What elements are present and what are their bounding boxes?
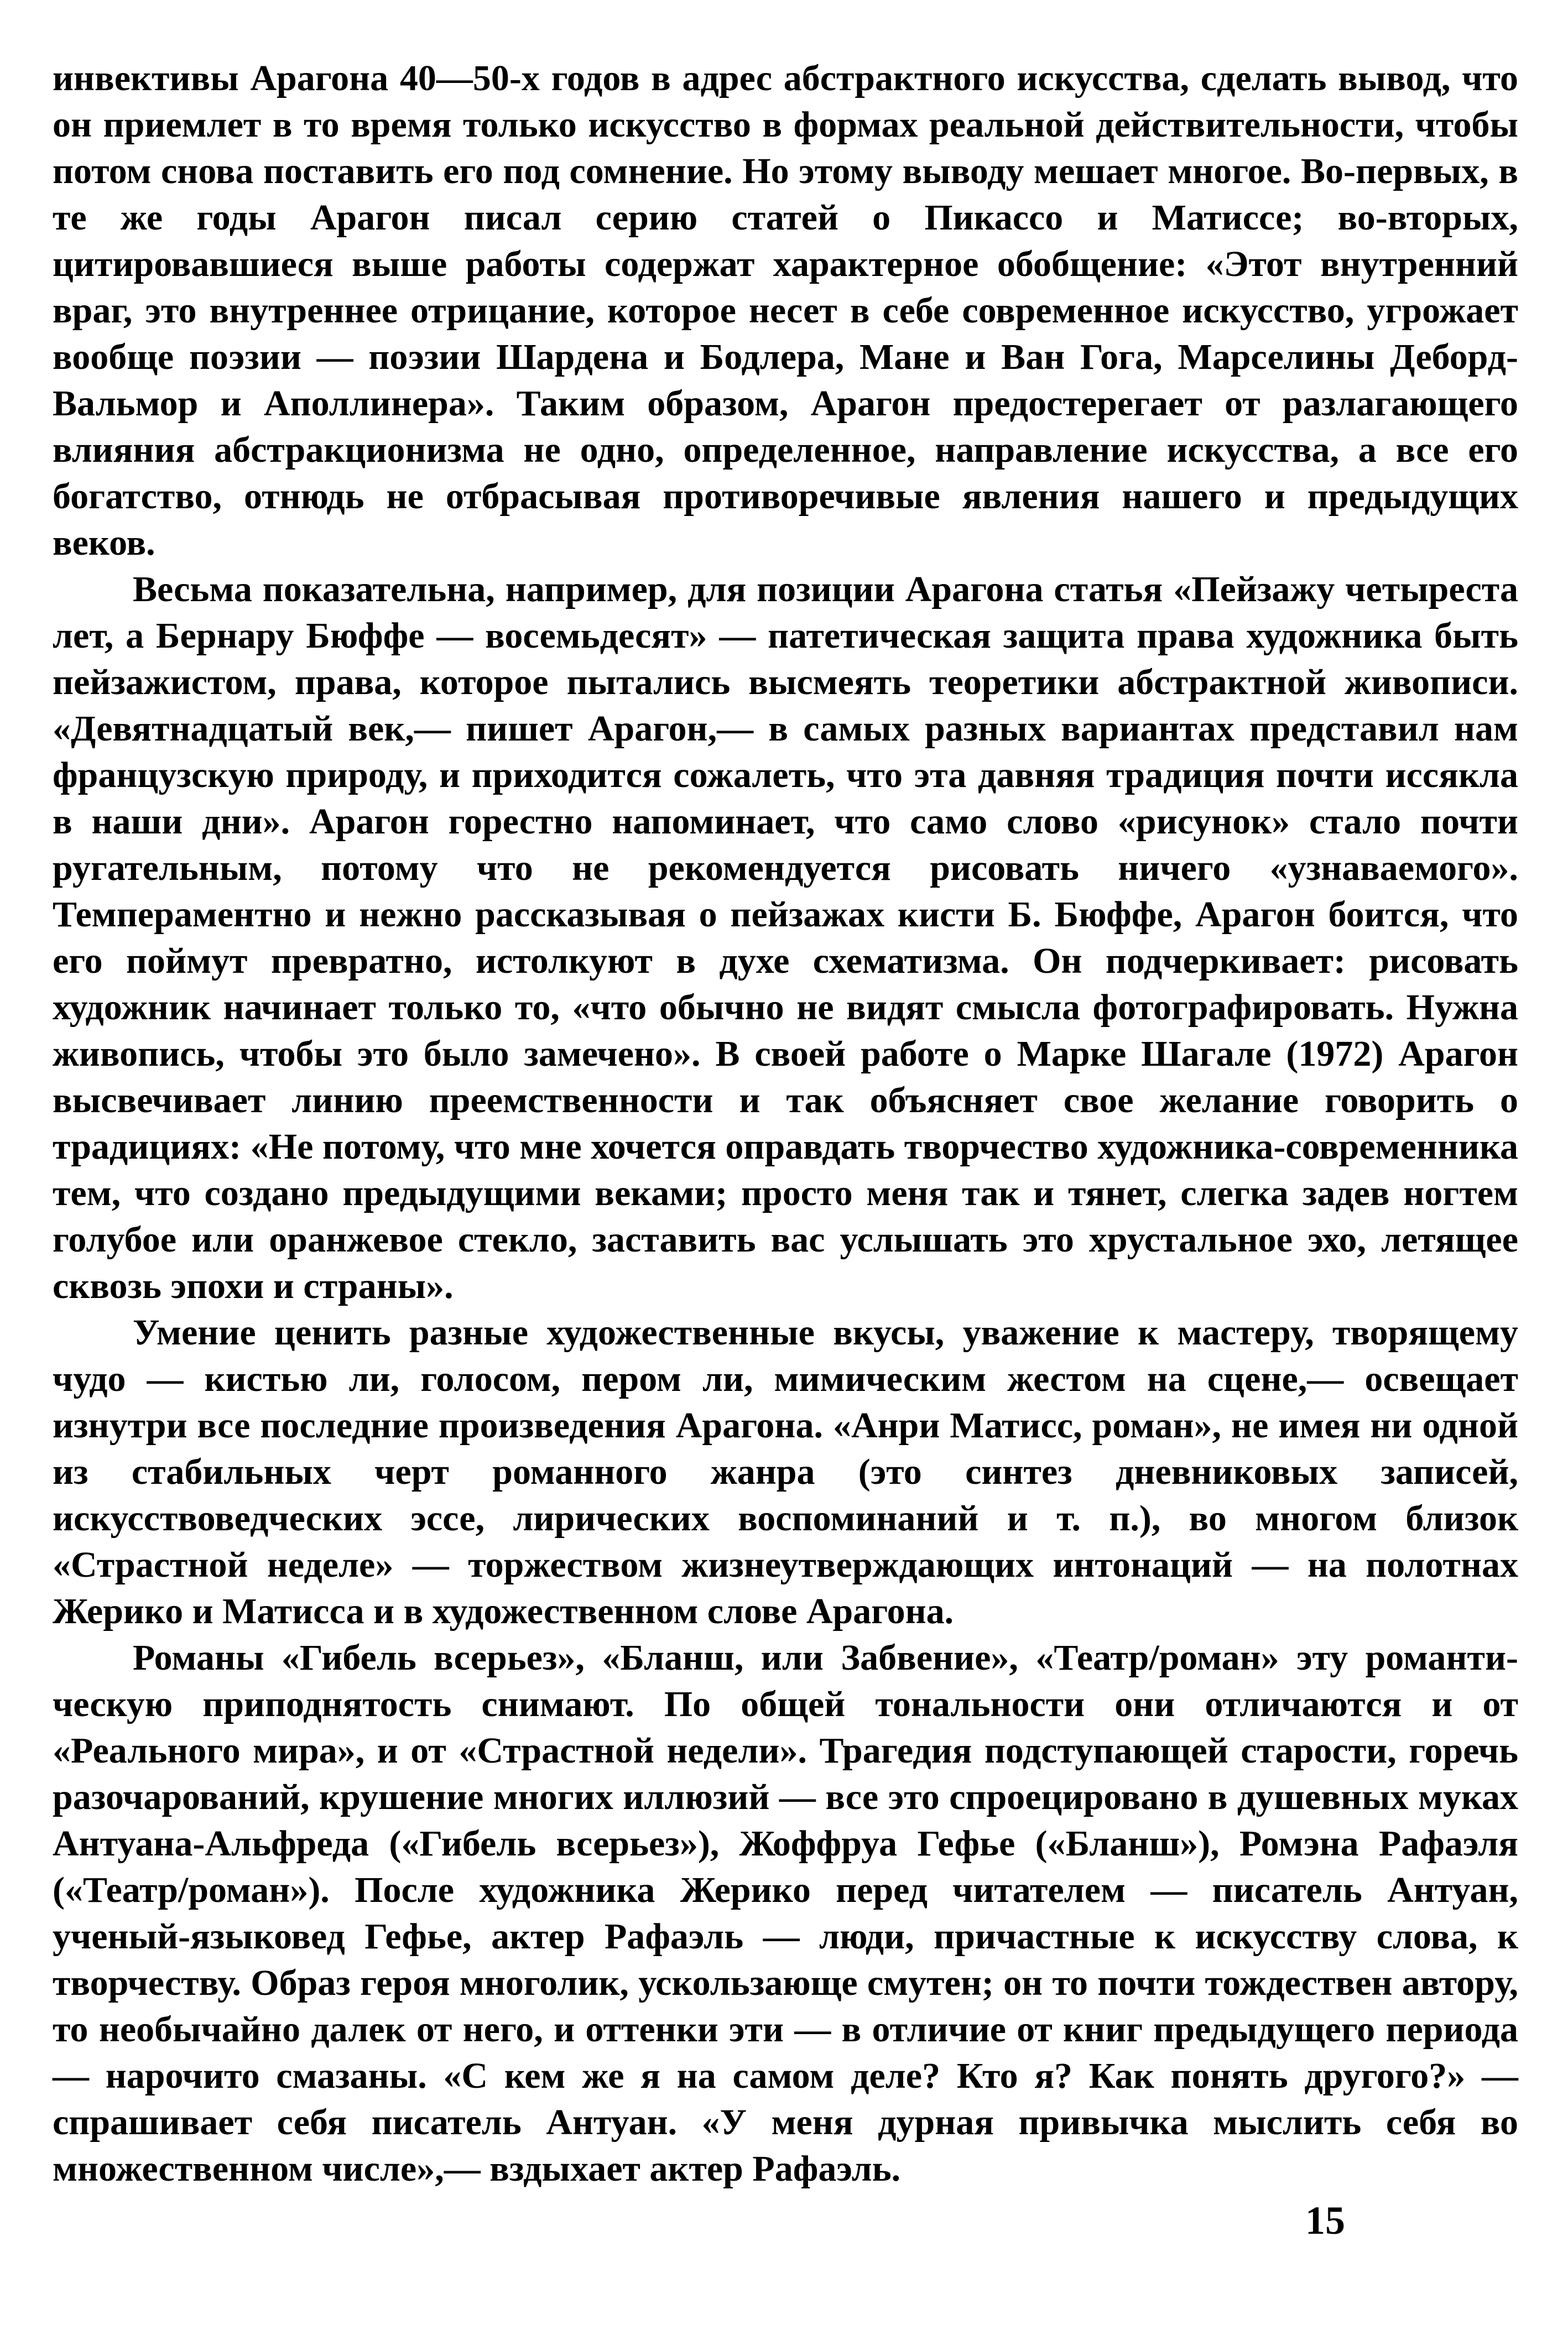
page-body [53, 55, 1518, 2192]
page-number: 15 [1305, 2198, 1345, 2243]
paragraph-1: инвективы Арагона 40—50-х годов в адрес абстрактного искусства, сделать вывод, что он приемлет в то время только искусство в формах реальной действительности, чтобы потом снова поставить его под сомнение. Но этому выводу мешает многое. Во-первых, в те же годы Арагон писал серию статей о Пикассо и Матиссе; во-вторых, цитировавшиеся выше работы содержат характерное обобщение: «Этот внутренний враг, это внутреннее отрицание, которое несет в себе современное искусство, угрожает вообще поэзии — поэзии Шардена и Бодлера, Мане и Ван Гога, Марселины Деборд-Вальмор и Аполлинера». Таким образом, Арагон предостерегает от разлагающего влияния абстракционизма не одно, определенное, направление искусства, а все его богатство, отнюдь не отбрасывая противоречивые явления нашего и предыдущих веков. [53, 58, 1518, 563]
paragraph-3: Умение ценить разные художественные вкусы, уважение к мастеру, творящему чудо — кистью ли, голосом, пером ли, мимическим жестом на сцене,— освещает изнутри все последние произведения Арагона. «Анри Матисс, роман», не имея ни одной из стабильных черт романного жанра (это синтез дневниковых записей, искусствоведческих эссе, лирических воспоминаний и т. п.), во многом близок «Страстной неделе» — торжеством жизнеутверждающих интонаций — на полотнах Жерико и Матисса и в художественном слове Арагона. [53, 1312, 1518, 1631]
paragraph-4: Романы «Гибель всерьез», «Бланш, или Забвение», «Театр/роман» эту романтическую приподнятость снимают. По общей тональности они отличаются и от «Реального мира», и от «Страстной недели». Трагедия подступающей старости, горечь разочарований, крушение многих иллюзий — все это спроецировано в душевных муках Антуана-Альфреда («Гибель всерьез»), Жоффруа Гефье («Бланш»), Ромэна Рафаэля («Театр/роман»). После художника Жерико перед читателем — писатель Антуан, ученый-языковед Гефье, актер Рафаэль — люди, причастные к искусству слова, к творчеству. Образ героя многолик, ускользающе смутен; он то почти тождествен автору, то необычайно далек от него, и оттенки эти — в отличие от книг предыдущего периода — нарочито смазаны. «С кем же я на самом деле? Кто я? Как понять другого?» — спрашивает себя писатель Антуан. «У меня дурная привычка мыслить себя во множественном числе»,— вздыхает актер Рафаэль. [53, 1638, 1518, 2189]
paragraph-2: Весьма показательна, например, для позиции Арагона статья «Пейзажу четыреста лет, а Бернару Бюффе — восемьдесят» — патетическая защита права художника быть пейзажистом, права, которое пытались высмеять теоретики абстрактной живописи. «Девятнадцатый век,— пишет Арагон,— в самых разных вариантах представил нам французскую природу, и приходится сожалеть, что эта давняя традиция почти иссякла в наши дни». Арагон горестно напоминает, что само слово «рисунок» стало почти ругательным, потому что не рекомендуется рисовать ничего «узнаваемого». Темпераментно и нежно рассказывая о пейзажах кисти Б. Бюффе, Арагон боится, что его поймут превратно, истолкуют в духе схематизма. Он подчеркивает: рисовать художник начинает только то, «что обычно не видят смысла фотографировать. Нужна живопись, чтобы это было замечено». В своей работе о Марке Шагале (1972) Арагон высвечивает линию преемственности и так объясняет свое желание говорить о традициях: «Не потому, что мне хочется оправдать творчество художника-современника тем, что создано предыдущими веками; просто меня так и тянет, слегка задев ногтем голубое или оранжевое стекло, заставить вас услышать это хрустальное эхо, летящее сквозь эпохи и страны». [53, 569, 1518, 1306]
